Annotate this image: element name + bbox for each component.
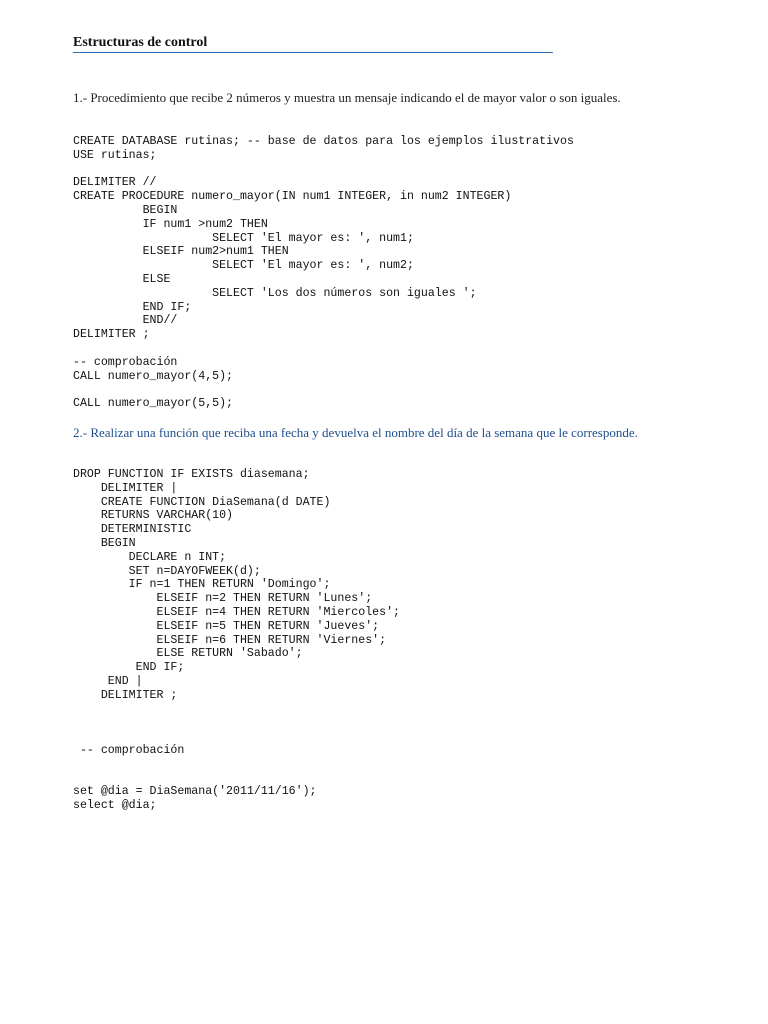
section2-check-comment: -- comprobación [73, 744, 185, 757]
page-title: Estructuras de control [73, 35, 208, 50]
section1-heading: 1.- Procedimiento que recibe 2 números y muestra un mensaje indicando el de mayor valor o son iguales. [73, 90, 621, 105]
section2-heading: 2.- Realizar una función que reciba una fecha y devuelva el nombre del día de la semana que le corresponde. [73, 425, 638, 440]
title-underline [73, 52, 553, 53]
section1-code-block: CREATE DATABASE rutinas; -- base de datos para los ejemplos ilustrativos USE rutinas; DELIMITER // CREATE PROCEDURE numero_mayor(IN num1 INTEGER, in num2 INTEGER) BEGIN IF num1 >num2 THEN SELECT 'El mayor es: ', num1; ELSEIF num2>num1 THEN SELECT 'El mayor es: ', num2; ELSE SELECT 'Los dos números son iguales '; END IF; END// DELIMITER ; -- comprobación CALL numero_mayor(4,5); CALL numero_mayor(5,5); [73, 135, 574, 411]
section2-test-code: set @dia = DiaSemana('2011/11/16'); select @dia; [73, 785, 317, 812]
section2-code-block: DROP FUNCTION IF EXISTS diasemana; DELIMITER | CREATE FUNCTION DiaSemana(d DATE) RETURNS VARCHAR(10) DETERMINISTIC BEGIN DECLARE n INT; SET n=DAYOFWEEK(d); IF n=1 THEN RETURN 'Domingo'; ELSEIF n=2 THEN RETURN 'Lunes'; ELSEIF n=4 THEN RETURN 'Miercoles'; ELSEIF n=5 THEN RETURN 'Jueves'; ELSEIF n=6 THEN RETURN 'Viernes'; ELSE RETURN 'Sabado'; END IF; END | DELIMITER ; [73, 468, 400, 702]
